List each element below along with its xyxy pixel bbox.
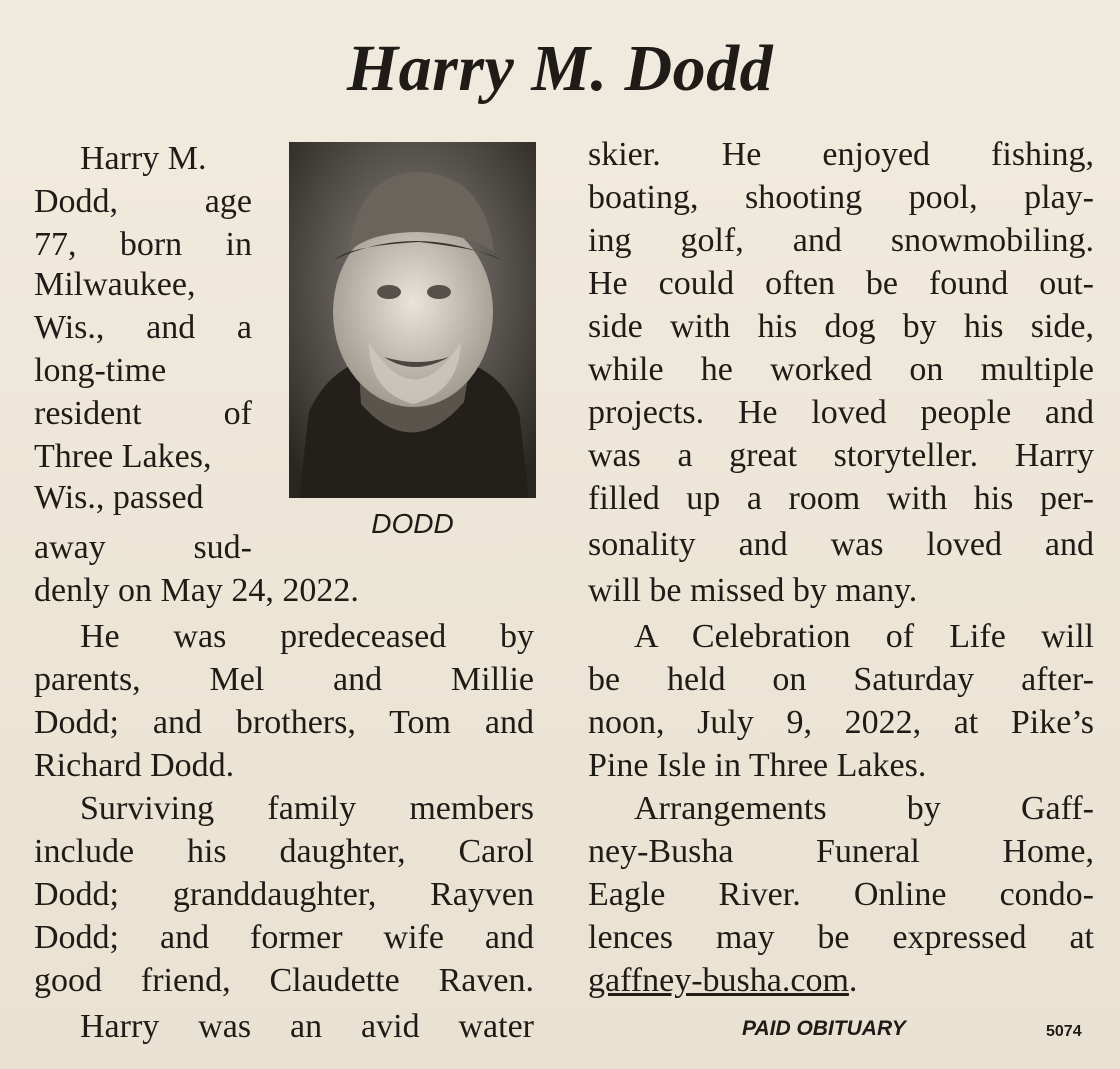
text-line: filled up a room with his per- bbox=[588, 480, 1094, 517]
text-line: noon, July 9, 2022, at Pike’s bbox=[588, 704, 1094, 741]
text-line: Arrangements by Gaff- bbox=[634, 790, 1094, 827]
text-line: Pine Isle in Three Lakes. bbox=[588, 747, 927, 784]
photo-caption: DODD bbox=[371, 508, 454, 539]
text-line: include his daughter, Carol bbox=[34, 833, 534, 870]
text-line: sonality and was loved and bbox=[588, 526, 1094, 563]
text-line: side with his dog by his side, bbox=[588, 308, 1094, 345]
text-line: 77, born in bbox=[34, 226, 252, 263]
text-line: Richard Dodd. bbox=[34, 747, 235, 784]
text-line: lences may be expressed at bbox=[588, 919, 1094, 956]
funeral-home-link[interactable]: gaffney-busha.com bbox=[588, 962, 849, 999]
ad-code: 5074 bbox=[1046, 1023, 1082, 1040]
text-line: resident of bbox=[34, 395, 252, 432]
text-line: A Celebration of Life will bbox=[634, 618, 1094, 655]
text-line: Harry was an avid water bbox=[80, 1008, 534, 1045]
text-line: projects. He loved people and bbox=[588, 394, 1094, 431]
text-line: ing golf, and snowmobiling. bbox=[588, 222, 1094, 259]
text-line: ney-Busha Funeral Home, bbox=[588, 833, 1094, 870]
text-line: Dodd; and former wife and bbox=[34, 919, 534, 956]
paid-obituary-label: PAID OBITUARY bbox=[742, 1017, 906, 1040]
text-line: parents, Mel and Millie bbox=[34, 661, 534, 698]
portrait-photo bbox=[289, 142, 536, 498]
text-line: away sud- bbox=[34, 529, 252, 566]
text-line: boating, shooting pool, play- bbox=[588, 179, 1094, 216]
text-line: was a great storyteller. Harry bbox=[588, 437, 1094, 474]
text-line: He was predeceased by bbox=[80, 618, 534, 655]
text-line: long-time bbox=[34, 352, 167, 389]
text-line: Dodd; and brothers, Tom and bbox=[34, 704, 534, 741]
text-line: while he worked on multiple bbox=[588, 351, 1094, 388]
text-line: denly on May 24, 2022. bbox=[34, 572, 359, 609]
text-line: Dodd; granddaughter, Rayven bbox=[34, 876, 534, 913]
text-line: Dodd, age bbox=[34, 183, 252, 220]
text-line: He could often be found out- bbox=[588, 265, 1094, 302]
text-line: be held on Saturday after- bbox=[588, 661, 1094, 698]
text-line: Milwaukee, bbox=[34, 266, 196, 303]
text-line bbox=[588, 964, 1094, 1004]
link-period: . bbox=[848, 962, 858, 999]
text-line: Eagle River. Online condo- bbox=[588, 876, 1094, 913]
text-line: Three Lakes, bbox=[34, 438, 212, 475]
text-line: Wis., and a bbox=[34, 309, 252, 346]
text-line: good friend, Claudette Raven. bbox=[34, 962, 534, 999]
text-line: Surviving family members bbox=[80, 790, 534, 827]
text-line: Wis., passed bbox=[34, 479, 204, 516]
obituary-title: Harry M. Dodd bbox=[346, 32, 774, 105]
text-line: skier. He enjoyed fishing, bbox=[588, 136, 1094, 173]
text-line: Harry M. bbox=[80, 140, 207, 177]
text-line: will be missed by many. bbox=[588, 572, 918, 609]
